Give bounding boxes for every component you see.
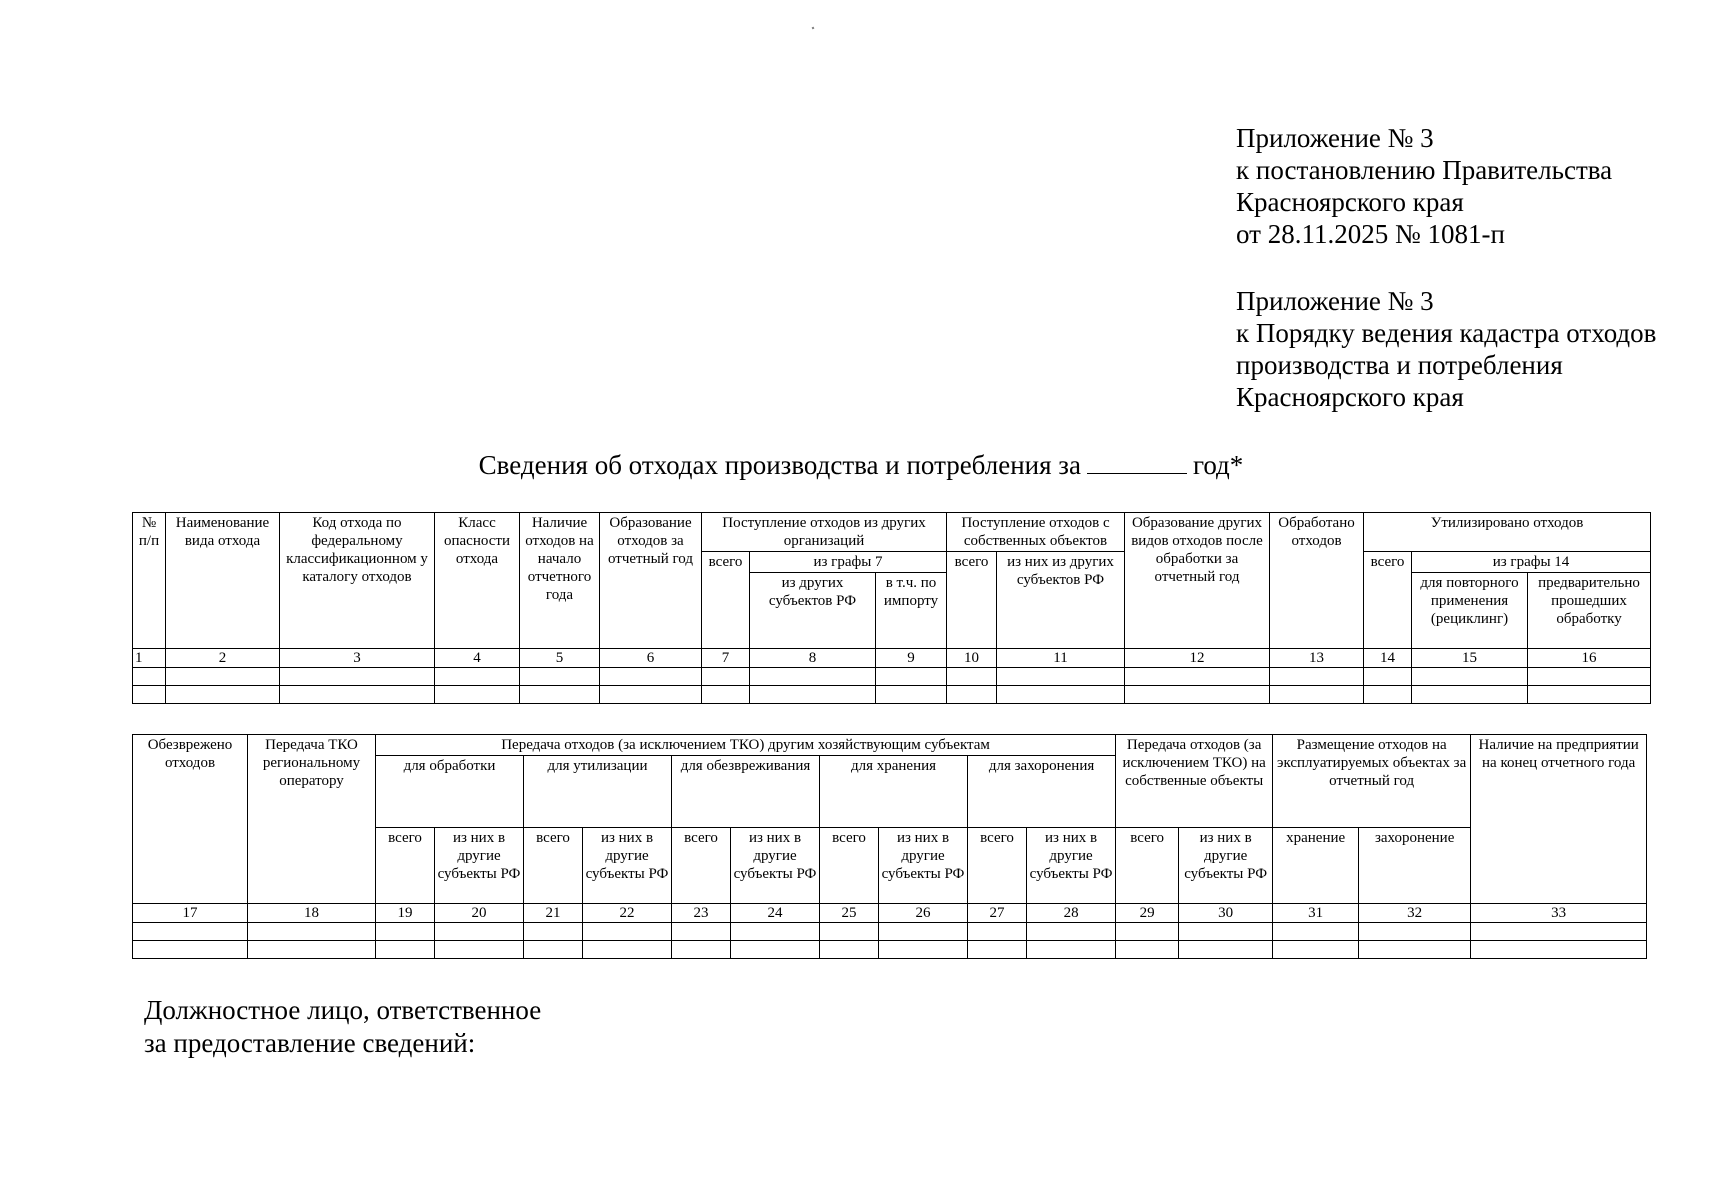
table-cell[interactable] bbox=[1179, 941, 1273, 959]
header-col-9: в т.ч. по импорту bbox=[876, 573, 947, 649]
table-cell[interactable] bbox=[133, 686, 166, 704]
table-cell[interactable] bbox=[1270, 686, 1364, 704]
table-cell[interactable] bbox=[1125, 686, 1270, 704]
signature-caption bbox=[144, 994, 541, 1060]
table-cell[interactable] bbox=[1270, 668, 1364, 686]
header-col-27: всего bbox=[968, 828, 1027, 904]
signature-line-2: за предоставление сведений: bbox=[144, 1028, 476, 1058]
column-number: 2 bbox=[166, 649, 280, 668]
column-number: 29 bbox=[1116, 904, 1179, 923]
table-cell[interactable] bbox=[435, 923, 524, 941]
column-number: 7 bbox=[702, 649, 750, 668]
header-col-13: Обработано отходов bbox=[1270, 513, 1364, 649]
column-number: 9 bbox=[876, 649, 947, 668]
table-cell[interactable] bbox=[280, 668, 435, 686]
table-cell[interactable] bbox=[876, 686, 947, 704]
column-number: 11 bbox=[997, 649, 1125, 668]
table-cell[interactable] bbox=[672, 941, 731, 959]
table-cell[interactable] bbox=[248, 923, 376, 941]
table-cell[interactable] bbox=[376, 941, 435, 959]
table-cell[interactable] bbox=[1116, 941, 1179, 959]
header-group-from-7: из графы 7 bbox=[750, 552, 947, 573]
header-col-21: всего bbox=[524, 828, 583, 904]
table-cell[interactable] bbox=[1027, 941, 1116, 959]
header-col-18: Передача ТКО региональному оператору bbox=[248, 735, 376, 904]
title-suffix: год* bbox=[1192, 450, 1244, 480]
header-group-storage: для хранения bbox=[820, 756, 968, 828]
signature-line-1: Должностное лицо, ответственное bbox=[144, 995, 542, 1025]
column-number: 21 bbox=[524, 904, 583, 923]
column-number: 28 bbox=[1027, 904, 1116, 923]
table-cell[interactable] bbox=[672, 923, 731, 941]
table-cell[interactable] bbox=[1273, 923, 1359, 941]
table-cell[interactable] bbox=[1528, 668, 1651, 686]
header-col-24: из них в другие субъекты РФ bbox=[731, 828, 820, 904]
column-number: 24 bbox=[731, 904, 820, 923]
table-cell[interactable] bbox=[731, 923, 820, 941]
approval-line: к постановлению Правительства bbox=[1236, 155, 1613, 185]
column-number: 22 bbox=[583, 904, 672, 923]
table-row bbox=[133, 686, 1651, 704]
column-number: 30 bbox=[1179, 904, 1273, 923]
header-group-utilization: для утилизации bbox=[524, 756, 672, 828]
table-cell[interactable] bbox=[876, 668, 947, 686]
header-group-utilized: Утилизировано отходов bbox=[1364, 513, 1651, 552]
table-cell[interactable] bbox=[750, 686, 876, 704]
column-number: 10 bbox=[947, 649, 997, 668]
column-number: 14 bbox=[1364, 649, 1412, 668]
column-number: 33 bbox=[1471, 904, 1647, 923]
table-cell[interactable] bbox=[1471, 923, 1647, 941]
header-col-30: из них в другие субъекты РФ bbox=[1179, 828, 1273, 904]
table-row bbox=[133, 941, 1647, 959]
table-cell[interactable] bbox=[702, 686, 750, 704]
approval-line: к Порядку ведения кадастра отходов bbox=[1236, 318, 1657, 348]
table-cell[interactable] bbox=[1412, 686, 1528, 704]
approval-block-resolution bbox=[1236, 122, 1706, 250]
table-cell[interactable] bbox=[435, 941, 524, 959]
header-group-neutralization: для обезвреживания bbox=[672, 756, 820, 828]
table-cell[interactable] bbox=[376, 923, 435, 941]
column-number: 16 bbox=[1528, 649, 1651, 668]
table-cell[interactable] bbox=[1412, 668, 1528, 686]
header-group-placement: Размещение отходов на эксплуатируемых объектах за отчетный год bbox=[1273, 735, 1471, 828]
table-cell[interactable] bbox=[600, 686, 702, 704]
column-number: 13 bbox=[1270, 649, 1364, 668]
header-col-15: для повторного применения (рециклинг) bbox=[1412, 573, 1528, 649]
header-col-22: из них в другие субъекты РФ bbox=[583, 828, 672, 904]
column-number: 18 bbox=[248, 904, 376, 923]
column-number: 27 bbox=[968, 904, 1027, 923]
table-cell[interactable] bbox=[1116, 923, 1179, 941]
table-cell[interactable] bbox=[820, 941, 879, 959]
column-number: 3 bbox=[280, 649, 435, 668]
column-number: 26 bbox=[879, 904, 968, 923]
table-cell[interactable] bbox=[1528, 686, 1651, 704]
header-group-burial: для захоронения bbox=[968, 756, 1116, 828]
table-cell[interactable] bbox=[524, 941, 583, 959]
table-cell[interactable] bbox=[435, 686, 520, 704]
table-row bbox=[133, 668, 1651, 686]
table-cell[interactable] bbox=[524, 923, 583, 941]
table-cell[interactable] bbox=[702, 668, 750, 686]
header-col-3: Код отхода по федеральному классификационном у каталогу отходов bbox=[280, 513, 435, 649]
table-cell[interactable] bbox=[1364, 668, 1412, 686]
table-cell[interactable] bbox=[968, 941, 1027, 959]
scan-speck bbox=[812, 27, 815, 30]
table-cell[interactable] bbox=[1125, 668, 1270, 686]
document-title bbox=[0, 447, 1722, 481]
title-text: Сведения об отходах производства и потребления за bbox=[478, 450, 1081, 480]
table-cell[interactable] bbox=[166, 686, 280, 704]
column-number: 6 bbox=[600, 649, 702, 668]
table-cell[interactable] bbox=[133, 941, 248, 959]
waste-table-2 bbox=[132, 734, 1647, 959]
table-cell[interactable] bbox=[820, 923, 879, 941]
approval-line: Приложение № 3 bbox=[1236, 286, 1434, 316]
column-number: 4 bbox=[435, 649, 520, 668]
table-cell[interactable] bbox=[1273, 941, 1359, 959]
column-number: 12 bbox=[1125, 649, 1270, 668]
header-col-1: № п/п bbox=[133, 513, 166, 649]
table-cell[interactable] bbox=[879, 923, 968, 941]
table-cell[interactable] bbox=[947, 668, 997, 686]
header-col-14: всего bbox=[1364, 552, 1412, 649]
table-cell[interactable] bbox=[248, 941, 376, 959]
table-cell[interactable] bbox=[1027, 923, 1116, 941]
header-col-23: всего bbox=[672, 828, 731, 904]
header-col-33: Наличие на предприятии на конец отчетного года bbox=[1471, 735, 1647, 904]
waste-table-1 bbox=[132, 512, 1651, 704]
header-col-10: всего bbox=[947, 552, 997, 649]
column-number: 25 bbox=[820, 904, 879, 923]
header-group-own-objects: Передача отходов (за исключением ТКО) на собственные объекты bbox=[1116, 735, 1273, 828]
header-col-7: всего bbox=[702, 552, 750, 649]
table-cell[interactable] bbox=[600, 668, 702, 686]
column-number: 23 bbox=[672, 904, 731, 923]
header-col-32: захоронение bbox=[1359, 828, 1471, 904]
table-cell[interactable] bbox=[947, 686, 997, 704]
header-col-2: Наименование вида отхода bbox=[166, 513, 280, 649]
table-row bbox=[133, 923, 1647, 941]
header-col-5: Наличие отходов на начало отчетного года bbox=[520, 513, 600, 649]
table-cell[interactable] bbox=[750, 668, 876, 686]
table-cell[interactable] bbox=[133, 923, 248, 941]
approval-line: Красноярского края bbox=[1236, 187, 1464, 217]
table-cell[interactable] bbox=[166, 668, 280, 686]
approval-line: от 28.11.2025 № 1081-п bbox=[1236, 219, 1505, 249]
table-cell[interactable] bbox=[435, 668, 520, 686]
table-cell[interactable] bbox=[583, 941, 672, 959]
header-col-8: из других субъектов РФ bbox=[750, 573, 876, 649]
year-blank bbox=[1087, 447, 1187, 474]
column-number: 17 bbox=[133, 904, 248, 923]
table-cell[interactable] bbox=[583, 923, 672, 941]
table-cell[interactable] bbox=[1471, 941, 1647, 959]
table-cell[interactable] bbox=[280, 686, 435, 704]
table-cell[interactable] bbox=[1179, 923, 1273, 941]
table-cell[interactable] bbox=[997, 668, 1125, 686]
approval-line: Красноярского края bbox=[1236, 382, 1464, 412]
header-col-11: из них из других субъектов РФ bbox=[997, 552, 1125, 649]
header-col-26: из них в другие субъекты РФ bbox=[879, 828, 968, 904]
header-col-29: всего bbox=[1116, 828, 1179, 904]
header-col-28: из них в другие субъекты РФ bbox=[1027, 828, 1116, 904]
column-number: 20 bbox=[435, 904, 524, 923]
header-col-20: из них в другие субъекты РФ bbox=[435, 828, 524, 904]
table-cell[interactable] bbox=[520, 668, 600, 686]
table-cell[interactable] bbox=[968, 923, 1027, 941]
header-group-receipt-own: Поступление отходов с собственных объектов bbox=[947, 513, 1125, 552]
header-col-17: Обезврежено отходов bbox=[133, 735, 248, 904]
column-number: 15 bbox=[1412, 649, 1528, 668]
column-number: 32 bbox=[1359, 904, 1471, 923]
header-col-19: всего bbox=[376, 828, 435, 904]
header-col-4: Класс опасности отхода bbox=[435, 513, 520, 649]
header-col-16: предварительно прошедших обработку bbox=[1528, 573, 1651, 649]
header-group-transfer: Передача отходов (за исключением ТКО) другим хозяйствующим субъектам bbox=[376, 735, 1116, 756]
header-col-25: всего bbox=[820, 828, 879, 904]
column-number: 5 bbox=[520, 649, 600, 668]
approval-line: Приложение № 3 bbox=[1236, 123, 1434, 153]
table-cell[interactable] bbox=[731, 941, 820, 959]
header-col-31: хранение bbox=[1273, 828, 1359, 904]
table-cell[interactable] bbox=[879, 941, 968, 959]
approval-line: производства и потребления bbox=[1236, 350, 1563, 380]
table-cell[interactable] bbox=[997, 686, 1125, 704]
table-cell[interactable] bbox=[133, 668, 166, 686]
table-cell[interactable] bbox=[1364, 686, 1412, 704]
table-cell[interactable] bbox=[1359, 941, 1471, 959]
approval-block-procedure bbox=[1236, 285, 1706, 413]
header-col-12: Образование других видов отходов после обработки за отчетный год bbox=[1125, 513, 1270, 649]
header-group-receipt-orgs: Поступление отходов из других организаций bbox=[702, 513, 947, 552]
column-number: 31 bbox=[1273, 904, 1359, 923]
column-number: 19 bbox=[376, 904, 435, 923]
table-cell[interactable] bbox=[520, 686, 600, 704]
header-group-from-14: из графы 14 bbox=[1412, 552, 1651, 573]
header-group-processing: для обработки bbox=[376, 756, 524, 828]
header-col-6: Образование отходов за отчетный год bbox=[600, 513, 702, 649]
table-cell[interactable] bbox=[1359, 923, 1471, 941]
column-number: 8 bbox=[750, 649, 876, 668]
column-number: 1 bbox=[133, 649, 166, 668]
